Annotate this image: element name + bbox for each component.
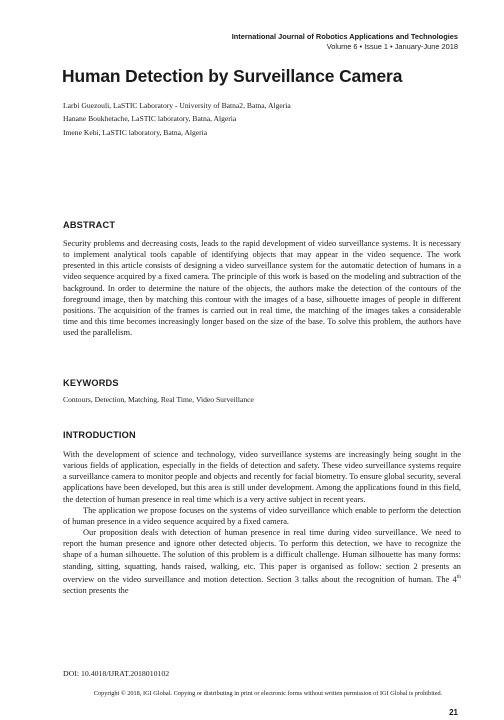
intro-paragraph-3 — [63, 527, 461, 596]
keywords-heading: KEYWORDS — [63, 378, 119, 388]
journal-header — [232, 32, 458, 52]
intro-paragraph-3-text: Our proposition deals with detection of human presence in real time during video surveillance. We need to report the human presence and ignore other detected objects. To perform this detection, we have to recognize the shape of a human silhouette. The solution of this problem is a difficult challenge. Human silhouette has many forms: standing, sitting, squatting, hands raised, walking, etc. This paper is organised as follow: section 2 presents an overview on the video surveillance and motion detection. Section 3 talks about the recognition of human. The 4 — [63, 528, 461, 584]
author-affiliation: Imene Kebi, LaSTIC laboratory, Batna, Algeria — [63, 127, 208, 137]
page-number: 21 — [449, 708, 458, 717]
copyright-notice: Copyright © 2018, IGI Global. Copying or distributing in print or electronic forms without written permission of IGI Global is prohibited. — [93, 690, 443, 697]
author-affiliation: Hanane Boukhetache, LaSTIC laboratory, Batna, Algeria — [63, 114, 237, 124]
introduction-heading: INTRODUCTION — [63, 430, 136, 440]
abstract-text — [63, 238, 461, 338]
intro-paragraph-2: The application we propose focuses on the systems of video surveillance which enable to perform the detection of human presence in a video sequence acquired by a fixed camera. — [63, 505, 461, 526]
keywords-list: Contours, Detection, Matching, Real Time, Video Surveillance — [63, 395, 254, 404]
author-affiliation: Larbi Guezouli, LaSTIC Laboratory - University of Batna2, Batna, Algeria — [63, 101, 291, 110]
doi-line: DOI: 10.4018/IJRAT.2018010102 — [63, 669, 170, 678]
superscript-th: th — [456, 573, 461, 580]
abstract-heading: ABSTRACT — [63, 220, 116, 230]
journal-issue: Volume 6 • Issue 1 • January-June 2018 — [326, 42, 458, 51]
article-title: Human Detection by Surveillance Camera — [62, 66, 403, 86]
intro-paragraph-3-tail: section presents the — [63, 585, 129, 595]
introduction-text — [63, 449, 461, 596]
journal-name: International Journal of Robotics Applications and Technologies — [231, 32, 458, 41]
abstract-paragraph: Security problems and decreasing costs, leads to the rapid development of video surveillance systems. It is necessary to implement analytical tools capable of identifying objects that may appear in the video sequence. The work presented in this article consists of designing a video surveillance system for the automatic detection of humans in a video sequence acquired by a fixed camera. The principle of this work is based on the modeling and subtraction of the background. In order to determine the nature of the objects, the authors make the detection of the contours of the foreground image, then by matching this contour with the images of a base, silhouette images of people in different positions. The acquisition of the frames is carried out in real time, the matching of the images takes a considerable time and this time becomes increasingly longer based on the size of the base. To solve this problem, the authors have used the parallelism. — [63, 239, 461, 338]
intro-paragraph-1: With the development of science and technology, video surveillance systems are increasingly being sought in the various fields of application, especially in the fields of detection and safety. These video surveillance systems require a surveillance camera to monitor people and objects and recently for facial biometry. To ensure global security, several applications have been developed, but this area is still under development. Among the applications found in this field, the detection of human presence in real time which is a very active subject in recent years. — [63, 450, 461, 504]
author-list — [63, 99, 291, 139]
